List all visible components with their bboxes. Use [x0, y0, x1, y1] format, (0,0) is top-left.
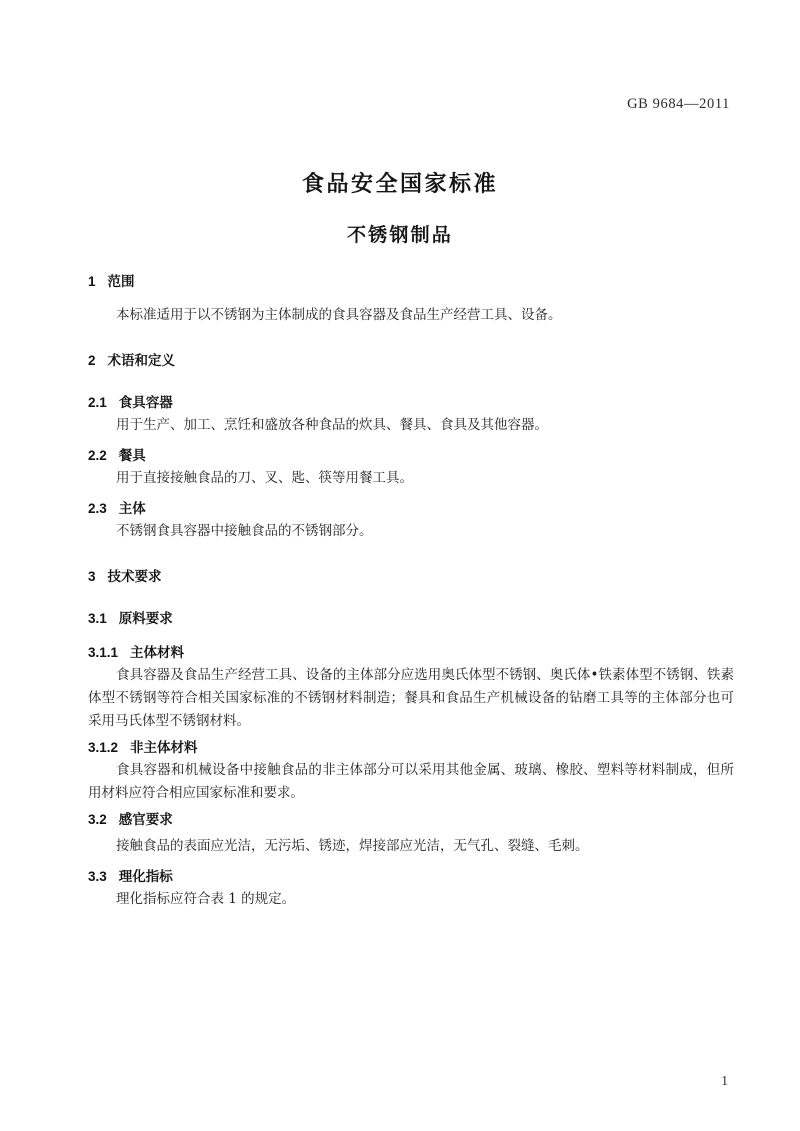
section-number: 3 — [88, 569, 96, 584]
page-number: 1 — [721, 1073, 728, 1088]
section-heading-3-2 — [88, 808, 734, 828]
section-heading-3-1-2 — [88, 736, 734, 756]
section-title: 技术要求 — [107, 569, 162, 585]
section-title: 范围 — [107, 274, 135, 290]
section-paragraph-2-2: 用于直接接触食品的刀、叉、匙、筷等用餐工具。 — [116, 470, 413, 486]
section-heading-2-3 — [88, 497, 734, 517]
section-heading-3 — [88, 565, 734, 585]
section-number: 2.1 — [88, 395, 107, 410]
section-number: 3.1.2 — [88, 740, 119, 755]
document-subtitle: 不锈钢制品 — [346, 224, 453, 247]
section-heading-3-3 — [88, 865, 734, 885]
section-number: 3.1.1 — [88, 645, 119, 660]
section-number: 2.3 — [88, 501, 107, 516]
section-number: 3.3 — [88, 869, 107, 884]
section-paragraph-3-2: 接触食品的表面应光洁，无污垢、锈迹，焊接部应光洁，无气孔、裂缝、毛刺。 — [116, 838, 589, 854]
section-paragraph-3-1-2: 食具容器和机械设备中接触食品的非主体部分可以采用其他金属、玻璃、橡胶、塑料等材料制成，但所用材料应符合相应国家标准和要求。 — [88, 762, 734, 801]
section-number: 3.2 — [88, 812, 107, 827]
section-number: 3.1 — [88, 611, 107, 626]
section-paragraph-2-3: 不锈钢食具容器中接触食品的不锈钢部分。 — [116, 523, 373, 539]
section-heading-3-1-1 — [88, 641, 734, 661]
section-heading-3-1 — [88, 607, 734, 627]
section-title: 术语和定义 — [107, 353, 176, 369]
section-paragraph-1: 本标准适用于以不锈钢为主体制成的食具容器及食品生产经营工具、设备。 — [116, 307, 562, 323]
standard-code-header: GB 9684—2011 — [627, 96, 730, 112]
section-heading-2-2 — [88, 444, 734, 464]
section-title: 感官要求 — [118, 812, 173, 828]
section-number: 2.2 — [88, 448, 107, 463]
section-title: 食具容器 — [118, 395, 173, 411]
section-title: 主体材料 — [130, 645, 185, 661]
section-title: 原料要求 — [118, 611, 173, 627]
section-number: 2 — [88, 353, 96, 368]
document-title: 食品安全国家标准 — [301, 172, 498, 197]
section-paragraph-3-3: 理化指标应符合表 1 的规定。 — [116, 891, 296, 907]
section-paragraph-3-1-1: 食具容器及食品生产经营工具、设备的主体部分应选用奥氏体型不锈钢、奥氏体•铁素体型不锈钢、铁素体型不锈钢等符合相关国家标准的不锈钢材料制造；餐具和食品生产机械设备的钻磨工具等的主体部分也可采用马氏体型不锈钢材料。 — [88, 667, 734, 729]
section-number: 1 — [88, 274, 96, 289]
section-heading-2-1 — [88, 391, 734, 411]
section-title: 餐具 — [118, 448, 146, 464]
section-paragraph-2-1: 用于生产、加工、烹饪和盛放各种食品的炊具、餐具、食具及其他容器。 — [116, 417, 548, 433]
title-block — [0, 172, 800, 247]
section-title: 理化指标 — [118, 869, 173, 885]
document-body — [88, 270, 734, 911]
section-heading-1 — [88, 270, 734, 290]
section-heading-2 — [88, 349, 734, 369]
section-title: 非主体材料 — [130, 740, 198, 756]
section-title: 主体 — [118, 501, 146, 517]
